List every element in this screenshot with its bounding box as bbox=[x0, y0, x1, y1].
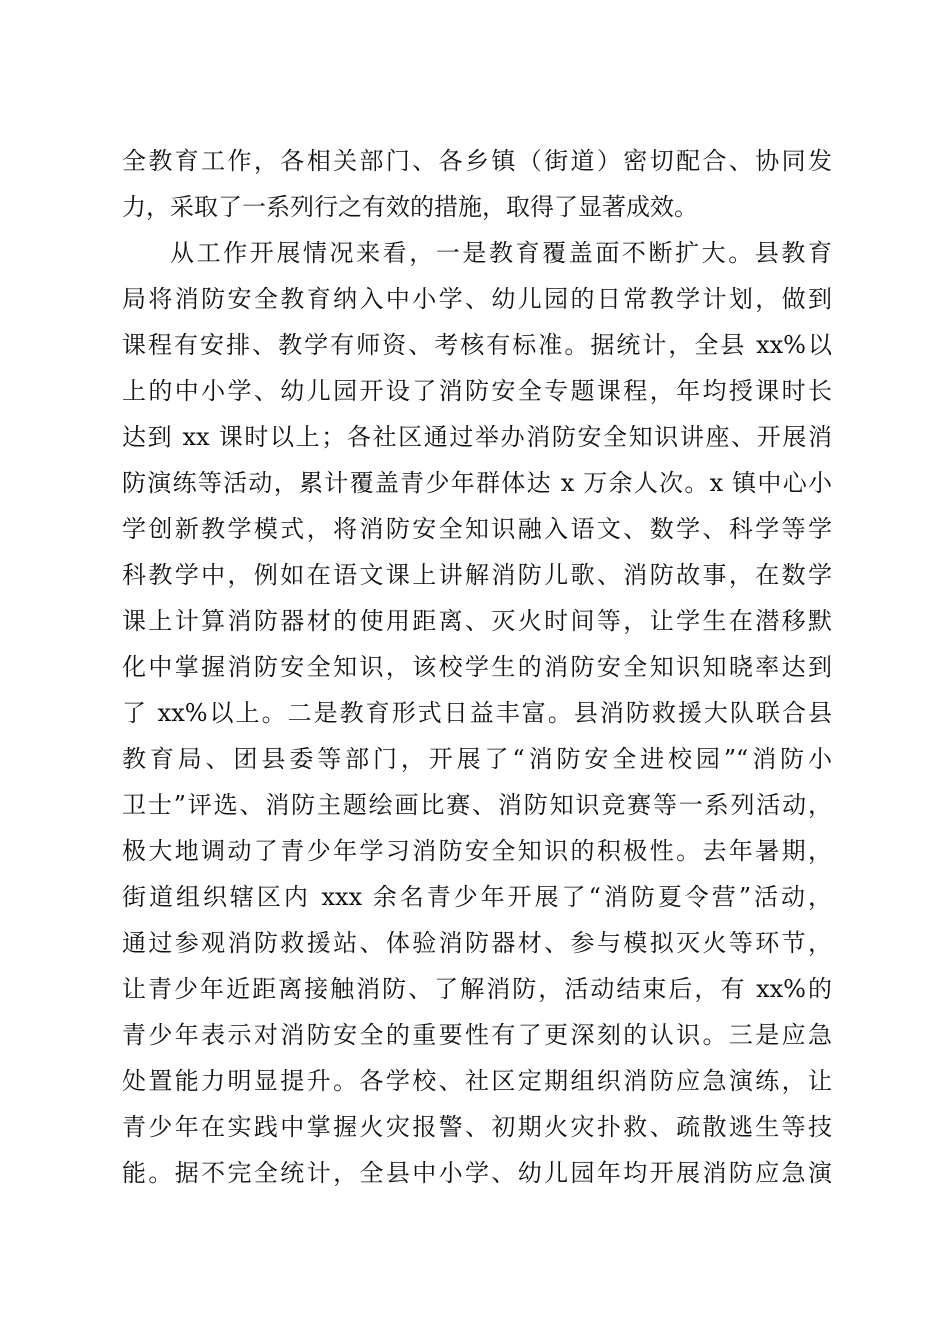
text-line: 全教育工作，各相关部门、各乡镇（街道）密切配合、协同发 bbox=[122, 147, 832, 175]
text-line: 课程有安排、教学有师资、考核有标准。据统计，全县 xx%以 bbox=[122, 331, 832, 359]
text-line: 防演练等活动，累计覆盖青少年群体达 x 万余人次。x 镇中心小 bbox=[122, 469, 832, 497]
text-line: 通过参观消防救援站、体验消防器材、参与模拟灭火等环节， bbox=[122, 929, 832, 957]
text-line: 卫士”评选、消防主题绘画比赛、消防知识竞赛等一系列活动， bbox=[122, 791, 832, 819]
text-line: 青少年表示对消防安全的重要性有了更深刻的认识。三是应急 bbox=[122, 1021, 832, 1049]
text-line: 让青少年近距离接触消防、了解消防，活动结束后，有 xx%的 bbox=[122, 975, 832, 1003]
text-line: 街道组织辖区内 xxx 余名青少年开展了“消防夏令营”活动， bbox=[122, 883, 832, 911]
text-line: 力，采取了一系列行之有效的措施，取得了显著成效。 bbox=[122, 193, 698, 221]
text-line: 教育局、团县委等部门，开展了“消防安全进校园”“消防小 bbox=[122, 745, 832, 773]
text-line: 达到 xx 课时以上；各社区通过举办消防安全知识讲座、开展消 bbox=[122, 423, 832, 451]
text-line: 青少年在实践中掌握火灾报警、初期火灾扑救、疏散逃生等技 bbox=[122, 1113, 832, 1141]
text-line: 处置能力明显提升。各学校、社区定期组织消防应急演练，让 bbox=[122, 1067, 832, 1095]
text-line: 极大地调动了青少年学习消防安全知识的积极性。去年暑期， bbox=[122, 837, 832, 865]
text-line: 能。据不完全统计，全县中小学、幼儿园年均开展消防应急演 bbox=[122, 1159, 832, 1187]
text-line: 了 xx%以上。二是教育形式日益丰富。县消防救援大队联合县 bbox=[122, 699, 832, 727]
paragraph-start-line: 从工作开展情况来看，一是教育覆盖面不断扩大。县教育 bbox=[170, 239, 832, 267]
text-line: 科教学中，例如在语文课上讲解消防儿歌、消防故事，在数学 bbox=[122, 561, 832, 589]
text-line: 上的中小学、幼儿园开设了消防安全专题课程，年均授课时长 bbox=[122, 377, 832, 405]
text-line: 化中掌握消防安全知识，该校学生的消防安全知识知晓率达到 bbox=[122, 653, 832, 681]
body-text bbox=[122, 138, 832, 1196]
text-line: 学创新教学模式，将消防安全知识融入语文、数学、科学等学 bbox=[122, 515, 832, 543]
text-line: 局将消防安全教育纳入中小学、幼儿园的日常教学计划，做到 bbox=[122, 285, 832, 313]
text-line: 课上计算消防器材的使用距离、灭火时间等，让学生在潜移默 bbox=[122, 607, 832, 635]
